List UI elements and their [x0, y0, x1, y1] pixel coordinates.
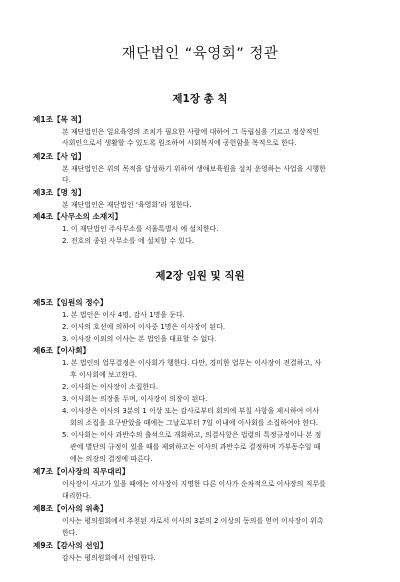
article-7-heading: 제7조【이사장의 직무대리】 — [33, 467, 130, 476]
article-2-line: 다. — [62, 176, 71, 184]
article-6-line: 2. 이사회는 이사장이 소집한다. — [62, 383, 159, 391]
article-6-heading: 제6조【이사회】 — [33, 346, 91, 355]
chapter-2-heading: 제2장 임원 및 직원 — [155, 270, 245, 282]
article-5-line: 3. 이사장 이외의 이사는 본 법인을 대표할 수 없다. — [62, 335, 217, 343]
article-8-line: 한다. — [62, 529, 78, 537]
article-5-line: 1. 본 법인은 이사 4명, 감사 1명을 둔다. — [62, 311, 185, 319]
article-2-line: 본 재단법인은 위의 목적을 달성하기 위하여 생애보육원을 설치 운영하는 사업을 시행한 — [62, 165, 326, 173]
article-6-line: 4. 이사장은 이사의 3분의 1 이상 또는 감사로부터 회의에 부칠 사항을 제시하여 이사 — [62, 407, 320, 415]
article-6-line: 회의 소집을 요구받았을 때에는 그날로부터 7일 이내에 이사회를 소집하여야 한다. — [70, 419, 319, 427]
article-9-line: 감사는 평의원회에서 선임한다. — [62, 554, 156, 562]
article-4-line: 1. 이 재단법인 주사무소를 서울특별시 에 설치한다. — [62, 225, 219, 233]
chapter-1-heading: 제1장 총 칙 — [172, 93, 228, 105]
article-5-line: 2. 이사의 호선에 의하여 이사중 1명은 이사장이 된다. — [62, 323, 226, 331]
article-1-line: 본 재단법인은 일요육영의 조치가 필요한 사람에 대하여 그 독립심을 기르고 정상적인 — [62, 128, 320, 136]
article-4-heading: 제4조【사무소의 소재지】 — [33, 212, 123, 221]
article-3-line: 본 재단법인은 재단법인 ‘육영회’라 칭한다. — [62, 201, 192, 209]
article-7-line: 대리한다. — [62, 492, 92, 500]
article-6-line: 에는 의장의 결정에 따른다. — [70, 455, 153, 463]
article-1-line: 사회인으로서 생활할 수 있도록 원조하여 사회복지에 공헌함을 목적으로 한다. — [62, 139, 297, 147]
article-4-line: 2. 전호의 종된 사무소를 에 설치할 수 있다. — [62, 237, 194, 245]
article-8-heading: 제8조【이사의 위촉】 — [33, 504, 108, 513]
article-3-heading: 제3조【명 칭】 — [33, 188, 86, 197]
article-6-line: 3. 이사회는 의장을 두며, 이사장이 의장이 된다. — [62, 395, 208, 403]
article-6-line: 관에 별단의 규정이 있을 때를 제외하고는 이사의 과반수로 결정하며 가부동수일 때 — [70, 443, 321, 451]
article-2-heading: 제2조【사 업】 — [33, 152, 86, 161]
article-8-line: 이사는 평의원회에서 추천된 자로서 이사의 3분의 2 이상의 동의를 얻어 이사장이 위촉 — [62, 517, 324, 525]
document-title: 재단법인 “육영회” 정관 — [121, 46, 279, 62]
article-5-heading: 제5조【임원의 정수】 — [33, 298, 108, 307]
article-6-line: 5. 이사회는 이사 과반수의 출석으로 개회하고, 의결사항은 법령의 특정규정이나 본 정 — [62, 431, 322, 439]
article-1-heading: 제1조【목 적】 — [33, 115, 86, 124]
article-6-line: 1. 본 법인의 업무결정은 이사회가 행한다. 다만, 경미한 업무는 이사장이 전결하고, 사 — [62, 359, 322, 367]
article-9-heading: 제9조【감사의 선임】 — [33, 541, 108, 550]
article-6-line: 후 이사회에 보고한다. — [70, 371, 138, 379]
article-7-line: 이사장이 사고가 있을 때에는 이사장이 지명한 다른 이사가 순차적으로 이사장의 직무를 — [62, 480, 326, 488]
